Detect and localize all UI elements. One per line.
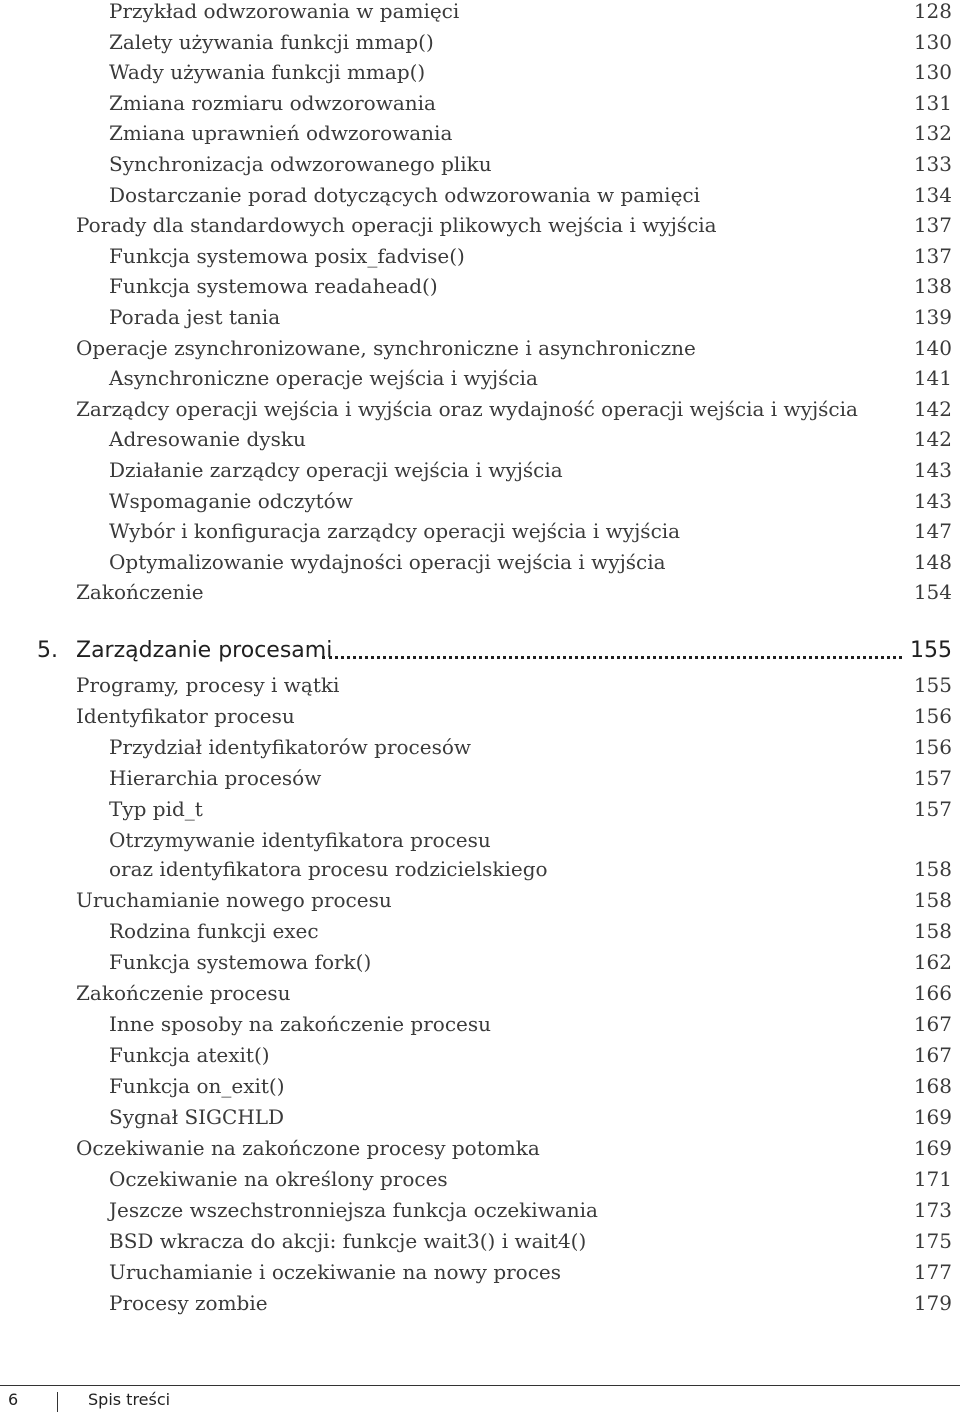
toc-entry-page: 148	[913, 549, 952, 574]
toc-entry	[0, 917, 960, 945]
toc-entry	[0, 272, 960, 300]
toc-entry-page: 133	[913, 152, 952, 176]
toc-entry-title: Zmiana rozmiaru odwzorowania	[109, 90, 436, 115]
toc-entry-page: 140	[913, 335, 952, 360]
toc-entry-title: Asynchroniczne operacje wejścia i wyjścia	[109, 366, 538, 391]
toc-entry-page: 134	[913, 182, 952, 207]
toc-entry-title: Funkcja atexit()	[109, 1043, 270, 1067]
toc-entry	[0, 364, 960, 392]
toc-entry-page: 131	[913, 90, 952, 115]
toc-entry	[0, 1227, 960, 1255]
toc-entry	[0, 425, 960, 453]
toc-entry-page: 157	[913, 766, 952, 790]
toc-entry-page: 154	[913, 580, 952, 605]
toc-entry-page: 171	[913, 1167, 952, 1191]
toc-entry-title: Uruchamianie nowego procesu	[76, 888, 392, 912]
toc-entry-page: 142	[913, 396, 952, 421]
toc-entry	[0, 855, 960, 883]
toc-entry-page: 147	[913, 519, 952, 544]
toc-entry	[0, 578, 960, 606]
toc-entry-title: Oczekiwanie na określony proces	[109, 1167, 448, 1191]
toc-entry	[0, 119, 960, 147]
toc-entry-page: 179	[913, 1291, 952, 1315]
toc-entry-title: Przykład odwzorowania w pamięci	[109, 0, 460, 23]
toc-entry	[0, 242, 960, 270]
toc-entry-title: oraz identyfikatora procesu rodzicielskiego	[109, 857, 548, 881]
toc-entry-title: Wady używania funkcji mmap()	[109, 60, 426, 85]
toc-entry-title: Jeszcze wszechstronniejsza funkcja oczekiwania	[109, 1198, 598, 1222]
chapter-number: 5.	[37, 638, 58, 663]
toc-entry-page: 141	[913, 366, 952, 391]
toc-entry	[0, 1165, 960, 1193]
toc-entry	[0, 548, 960, 576]
footer-rule	[0, 1385, 960, 1386]
toc-entry-page: 167	[913, 1012, 952, 1036]
toc-entry	[0, 303, 960, 331]
toc-entry	[0, 1103, 960, 1131]
chapter-heading	[0, 636, 960, 670]
toc-entry-page: 137	[913, 243, 952, 268]
toc-entry	[0, 671, 960, 699]
toc-entry-page: 169	[913, 1136, 952, 1160]
toc-entry-page: 167	[913, 1043, 952, 1067]
toc-entry	[0, 733, 960, 761]
toc-entry-title: Optymalizowanie wydajności operacji wejścia i wyjścia	[109, 549, 666, 574]
toc-entry	[0, 826, 960, 854]
toc-entry-page: 143	[913, 488, 952, 513]
toc-entry-title: Typ pid_t	[109, 797, 203, 821]
toc-entry	[0, 1258, 960, 1286]
toc-entry	[0, 1072, 960, 1100]
toc-entry-page: 162	[913, 950, 952, 974]
toc-entry	[0, 181, 960, 209]
toc-entry-title: Programy, procesy i wątki	[76, 673, 340, 697]
toc-entry	[0, 764, 960, 792]
toc-entry-page: 143	[913, 458, 952, 482]
toc-entry-title: Procesy zombie	[109, 1291, 268, 1315]
toc-entry	[0, 702, 960, 730]
toc-entry	[0, 1134, 960, 1162]
toc-entry	[0, 0, 960, 25]
toc-entry-page: 137	[913, 213, 952, 238]
toc-entry	[0, 517, 960, 545]
toc-entry-title: Porada jest tania	[109, 305, 281, 329]
toc-entry-title: Zalety używania funkcji mmap()	[109, 29, 434, 54]
toc-entry-title: Rodzina funkcji exec	[109, 919, 319, 943]
toc-entry	[0, 886, 960, 914]
toc-entry-page: 158	[913, 888, 952, 912]
footer-separator	[57, 1392, 58, 1412]
toc-entry	[0, 1010, 960, 1038]
toc-entry	[0, 334, 960, 362]
toc-entry-page: 128	[913, 0, 952, 23]
toc-entry	[0, 487, 960, 515]
toc-entry	[0, 211, 960, 239]
toc-entry-title: Funkcja on_exit()	[109, 1074, 285, 1098]
toc-entry-title: Adresowanie dysku	[109, 427, 306, 452]
toc-entry-page: 132	[913, 121, 952, 146]
toc-entry-page: 157	[913, 797, 952, 821]
toc-entry-page: 142	[913, 427, 952, 452]
toc-entry-page: 138	[913, 274, 952, 299]
toc-entry-title: Operacje zsynchronizowane, synchroniczne i asynchroniczne	[76, 335, 696, 360]
footer-page-number: 6	[8, 1390, 19, 1409]
toc-entry-title: Inne sposoby na zakończenie procesu	[109, 1012, 492, 1036]
toc-entry	[0, 979, 960, 1007]
toc-entry-title: BSD wkracza do akcji: funkcje wait3() i wait4()	[109, 1229, 587, 1253]
toc-entry-title: Uruchamianie i oczekiwanie na nowy proces	[109, 1260, 562, 1284]
toc-entry-page: 156	[913, 735, 952, 759]
toc-entry-title: Identyfikator procesu	[76, 704, 295, 728]
toc-entry	[0, 89, 960, 117]
toc-entry	[0, 1196, 960, 1224]
footer-section-title: Spis treści	[88, 1390, 171, 1409]
toc-entry-title: Wybór i konfiguracja zarządcy operacji wejścia i wyjścia	[109, 519, 681, 544]
toc-entry-page: 168	[913, 1074, 952, 1098]
toc-entry-title: Funkcja systemowa fork()	[109, 950, 372, 974]
toc-entry	[0, 150, 960, 178]
toc-entry-page: 139	[913, 305, 952, 329]
toc-entry-title: Zakończenie procesu	[76, 981, 291, 1005]
toc-entry-page: 169	[913, 1105, 952, 1129]
toc-entry-title: Oczekiwanie na zakończone procesy potomka	[76, 1136, 540, 1160]
toc-entry-page: 130	[913, 60, 952, 85]
toc-entry-title: Dostarczanie porad dotyczących odwzorowania w pamięci	[109, 182, 701, 207]
toc-entry-title: Otrzymywanie identyfikatora procesu	[109, 828, 491, 852]
toc-entry-title: Wspomaganie odczytów	[109, 488, 353, 513]
toc-entry	[0, 948, 960, 976]
toc-entry	[0, 1041, 960, 1069]
toc-entry-page: 177	[913, 1260, 952, 1284]
chapter-title: Zarządzanie procesami	[76, 638, 333, 663]
toc-entry-title: Działanie zarządcy operacji wejścia i wyjścia	[109, 458, 563, 482]
toc-entry-title: Przydział identyfikatorów procesów	[109, 735, 472, 759]
toc-entry-page: 173	[913, 1198, 952, 1222]
toc-entry-title: Sygnał SIGCHLD	[109, 1105, 285, 1129]
toc-entry-page: 156	[913, 704, 952, 728]
toc-entry	[0, 1289, 960, 1317]
toc-entry-title: Zakończenie	[76, 580, 204, 605]
toc-entry	[0, 395, 960, 423]
toc-entry-title: Hierarchia procesów	[109, 766, 322, 790]
toc-entry-page: 130	[913, 29, 952, 54]
toc-entry-page: 158	[913, 919, 952, 943]
toc-entry-title: Synchronizacja odwzorowanego pliku	[109, 152, 492, 176]
toc-entry	[0, 28, 960, 56]
dot-leader	[322, 656, 902, 659]
toc-entry-page: 158	[913, 857, 952, 881]
toc-entry-title: Funkcja systemowa readahead()	[109, 274, 438, 299]
toc-entry	[0, 58, 960, 86]
toc-entry-page: 155	[913, 673, 952, 697]
toc-entry	[0, 456, 960, 484]
toc-entry-page: 166	[913, 981, 952, 1005]
toc-entry	[0, 795, 960, 823]
toc-entry-title: Funkcja systemowa posix_fadvise()	[109, 243, 465, 268]
toc-entry-title: Zarządcy operacji wejścia i wyjścia oraz wydajność operacji wejścia i wyjścia	[76, 396, 858, 421]
toc-entry-title: Zmiana uprawnień odwzorowania	[109, 121, 453, 146]
toc-entry-title: Porady dla standardowych operacji plikowych wejścia i wyjścia	[76, 213, 717, 238]
toc-entry-page: 175	[913, 1229, 952, 1253]
chapter-page: 155	[910, 638, 952, 663]
